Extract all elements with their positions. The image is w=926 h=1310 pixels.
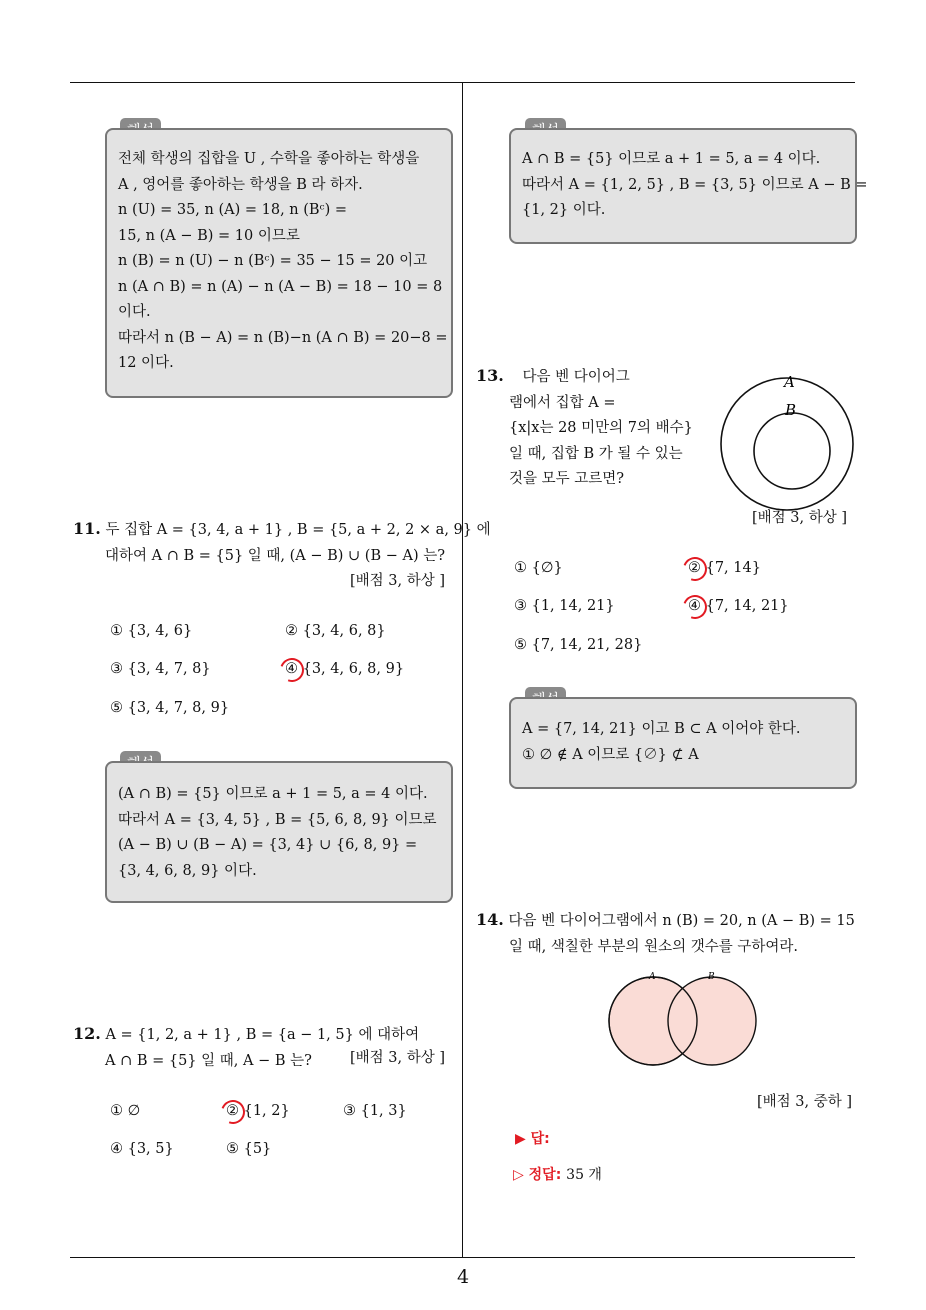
solution-text: A = {7, 14, 21} 이고 B ⊂ A 이어야 한다. ① ∅ ∉ A 이므로 {∅} ⊄ A	[522, 721, 801, 763]
set-b-label: B	[785, 401, 797, 419]
set-b-label: B	[708, 972, 715, 982]
answer-mark	[217, 1096, 249, 1128]
question-12: 12. A = {1, 2, a + 1} , B = {a − 1, 5} 에 대하여 A ∩ B = {5} 일 때, A − B 는?	[73, 1024, 420, 1069]
answer-mark	[276, 654, 308, 686]
question-number: 13.	[476, 366, 504, 385]
answer-mark	[679, 553, 711, 585]
column-divider	[462, 83, 463, 1258]
question-14: 14. 다음 벤 다이어그램에서 n (B) = 20, n (A − B) = 15 일 때, 색칠한 부분의 원소의 갯수를 구하여라.	[476, 910, 855, 955]
choice-5[interactable]: ⑤ {3, 4, 7, 8, 9}	[110, 700, 230, 716]
score-label: [배점 3, 하상 ]	[350, 573, 446, 589]
choice-1[interactable]: ① {∅}	[514, 560, 563, 576]
choice-4[interactable]: ④ {3, 5}	[110, 1141, 174, 1157]
set-b-circle	[754, 413, 830, 489]
choice-1[interactable]: ① {3, 4, 6}	[110, 623, 193, 639]
answer-mark	[679, 591, 711, 623]
choice-2[interactable]: ② {1, 2}	[226, 1103, 290, 1119]
question-number: 11.	[73, 519, 101, 538]
score-label: [배점 3, 중하 ]	[757, 1094, 853, 1110]
correct-answer-value: 35 개	[566, 1167, 602, 1183]
choice-4[interactable]: ④ {3, 4, 6, 8, 9}	[285, 661, 405, 677]
answer-field-label[interactable]: ▶ 답:	[515, 1131, 550, 1147]
correct-answer-label: ▷ 정답: 35 개	[513, 1167, 602, 1183]
set-b-circle	[668, 977, 756, 1065]
question-number: 12.	[73, 1024, 101, 1043]
choice-5[interactable]: ⑤ {7, 14, 21, 28}	[514, 637, 643, 653]
set-a-label: A	[649, 972, 656, 982]
choice-3[interactable]: ③ {1, 14, 21}	[514, 598, 615, 614]
choice-3[interactable]: ③ {3, 4, 7, 8}	[110, 661, 211, 677]
score-label: [배점 3, 하상 ]	[350, 1050, 446, 1066]
question-number: 14.	[476, 910, 504, 929]
choice-2[interactable]: ② {7, 14}	[688, 560, 761, 576]
choice-4[interactable]: ④ {7, 14, 21}	[688, 598, 789, 614]
solution-text: 전체 학생의 집합을 U , 수학을 좋아하는 학생을 A , 영어를 좋아하는 학생을 B 라 하자. n (U) = 35, n (A) = 18, n (Bᶜ) = 15, n (A − B) = 10 이므로 n (B) = n (U) − n (Bᶜ) = 35 − 15 = 20 이고 n (A ∩ B) = n (A) − n (A − B) = 18 − 10 = 8 이다. 따라서 n (B − A) = n (B)−n (A ∩ B) = 20−8 = 12 이다.	[118, 151, 448, 371]
venn-diagram-nested	[720, 372, 860, 512]
page-number: 4	[456, 1266, 470, 1288]
solution-text: A ∩ B = {5} 이므로 a + 1 = 5, a = 4 이다. 따라서 A = {1, 2, 5} , B = {3, 5} 이므로 A − B = {1, 2} 이다.	[522, 151, 868, 218]
choice-5[interactable]: ⑤ {5}	[226, 1141, 272, 1157]
question-13: 13. 다음 벤 다이어그 램에서 집합 A = {x|x는 28 미만의 7의 배수} 일 때, 집합 B 가 될 수 있는 것을 모두 고르면?	[476, 366, 693, 487]
solution-text: (A ∩ B) = {5} 이므로 a + 1 = 5, a = 4 이다. 따라서 A = {3, 4, 5} , B = {5, 6, 8, 9} 이므로 (A − B) ∪ (B − A) = {3, 4} ∪ {6, 8, 9} = {3, 4, 6, 8, 9} 이다.	[118, 786, 437, 879]
venn-diagram-overlap	[600, 966, 770, 1072]
choice-3[interactable]: ③ {1, 3}	[343, 1103, 407, 1119]
set-a-circle	[721, 378, 853, 510]
question-11: 11. 두 집합 A = {3, 4, a + 1} , B = {5, a + 2, 2 × a, 9} 에 대하여 A ∩ B = {5} 일 때, (A − B) ∪ (B − A) 는?	[73, 519, 491, 564]
score-label: [배점 3, 하상 ]	[752, 510, 848, 526]
set-a-label: A	[784, 373, 795, 391]
choice-2[interactable]: ② {3, 4, 6, 8}	[285, 623, 386, 639]
choice-1[interactable]: ① ∅	[110, 1103, 141, 1119]
